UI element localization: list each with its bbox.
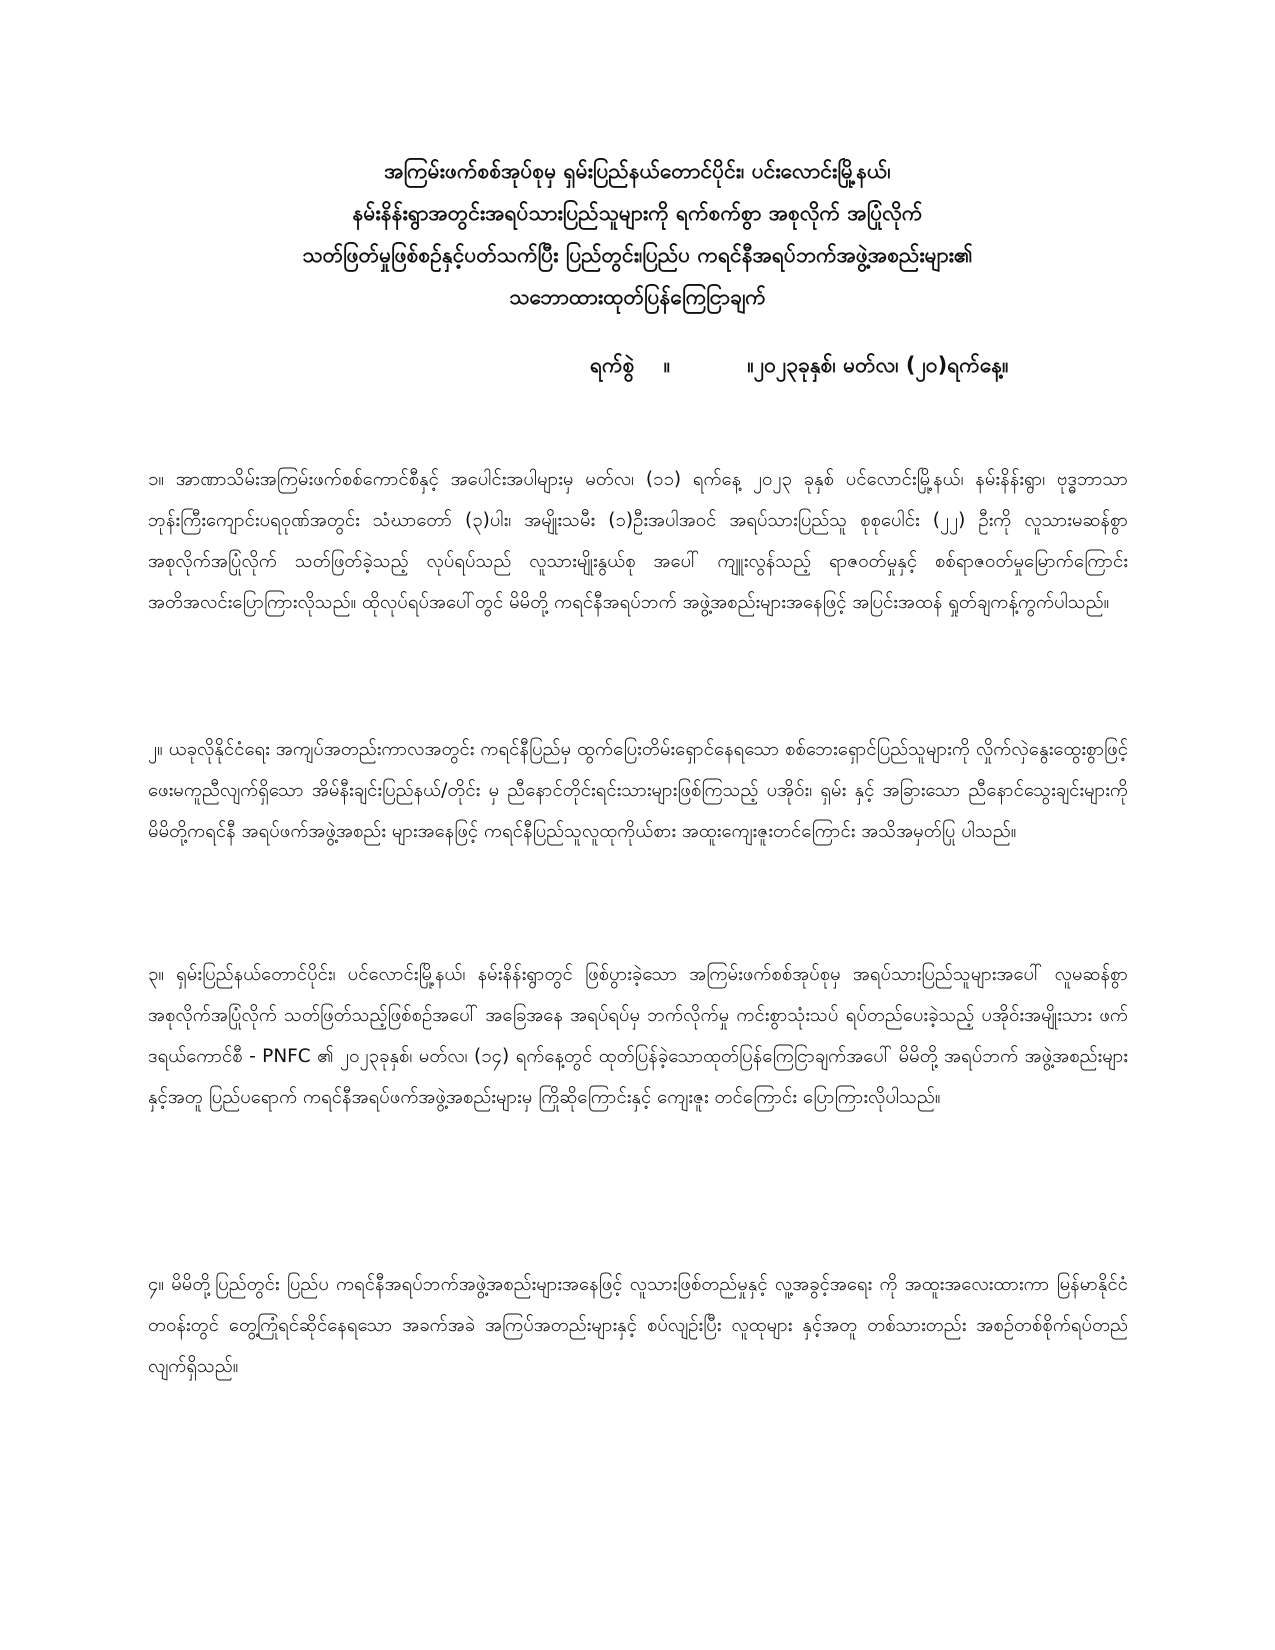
title-line-3: သတ်ဖြတ်မှုဖြစ်စဉ်နှင့်ပတ်သက်ပြီး ပြည်တွင်း၊ပြည်ပ ကရင်နီအရပ်ဘက်အဖွဲ့အစည်းများ၏ [302, 243, 973, 267]
title-line-2: နမ်းနိန်းရွာအတွင်းအရပ်သားပြည်သူများကို ရက်စက်စွာ အစုလိုက် အပြုံလိုက် [352, 201, 923, 225]
title-line-1: အကြမ်းဖက်စစ်အုပ်စုမှ ရှမ်းပြည်နယ်တောင်ပိုင်း၊ ပင်းလောင်းမြို့နယ်၊ [384, 159, 891, 183]
document-title [140, 150, 1135, 318]
date-value: ။၂၀၂၃ခုနှစ်၊ မတ်လ၊ (၂၀)ရက်နေ့။ [747, 353, 1009, 377]
paragraph-4: ၄။ မိမိတို့ပြည်တွင်း ပြည်ပ ကရင်နီအရပ်ဘက်အဖွဲ့အစည်းများအနေဖြင့် လူသားဖြစ်တည်မှုနှင့် လူ့အခွင့်အရေး ကို အထူးအလေးထားကာ မြန်မာနိုင်ငံတဝန်းတွင် တွေ့ကြုံရင်ဆိုင်နေရသော အခက်အခဲ အကြပ်အတည်းများနှင့် စပ်လျဉ်းပြီး လူထုများ နှင့်အတူ တစ်သားတည်း အစဉ်တစ်စိုက်ရပ်တည်လျက်ရှိသည်။ [148, 1273, 1128, 1377]
paragraph-2: ၂။ ယခုလိုနိုင်ငံရေး အကျပ်အတည်းကာလအတွင်း ကရင်နီပြည်မှ ထွက်ပြေးတိမ်းရှောင်နေရသော စစ်ဘေးရှောင်ပြည်သူများကို လှိုက်လှဲနွေးထွေးစွာဖြင့် ဖေးမကူညီလျက်ရှိသော အိမ်နီးချင်းပြည်နယ်/တိုင်း မှ ညီနောင်တိုင်းရင်းသားများဖြစ်ကြသည့် ပအိုဝ်း၊ ရှမ်း နှင့် အခြားသော ညီနောင်သွေးချင်းများကို မိမိတို့ကရင်နီ အရပ်ဖက်အဖွဲ့အစည်း များအနေဖြင့် ကရင်နီပြည်သူလူထုကိုယ်စား အထူးကျေးဇူးတင်ကြောင်း အသိအမှတ်ပြု ပါသည်။ [148, 738, 1128, 842]
paragraph-1: ၁။ အာဏာသိမ်းအကြမ်းဖက်စစ်ကောင်စီနှင့် အပေါင်းအပါများမှ မတ်လ၊ (၁၁) ရက်နေ့ ၂၀၂၃ ခုနှစ် ပင်လောင်းမြို့နယ်၊ နမ်းနိန်းရွာ၊ ဗုဒ္ဓဘာသာဘုန်းကြီးကျောင်းပရဝုဏ်အတွင်း သံဃာတော် (၃)ပါး၊ အမျိုးသမီး (၁)ဦးအပါအဝင် အရပ်သားပြည်သူ စုစုပေါင်း (၂၂) ဦးကို လူသားမဆန်စွာ အစုလိုက်အပြုံလိုက် သတ်ဖြတ်ခဲ့သည့် လုပ်ရပ်သည် လူသားမျိုးနွယ်စု အပေါ် ကျူးလွန်သည့် ရာဇဝတ်မှုနှင့် စစ်ရာဇဝတ်မှုမြောက်ကြောင်း အတိအလင်းပြောကြားလိုသည်။ ထိုလုပ်ရပ်အပေါ်တွင် မိမိတို့ ကရင်နီအရပ်ဘက် အဖွဲ့အစည်းများအနေဖြင့် အပြင်းအထန် ရှုတ်ချကန့်ကွက်ပါသည်။ [148, 468, 1128, 613]
title-line-4: သဘောထားထုတ်ပြန်ကြေငြာချက် [509, 285, 766, 309]
paragraph-3: ၃။ ရှမ်းပြည်နယ်တောင်ပိုင်း၊ ပင်လောင်းမြို့နယ်၊ နမ်းနိန်းရွာတွင် ဖြစ်ပွားခဲ့သော အကြမ်းဖက်စစ်အုပ်စုမှ အရပ်သားပြည်သူများအပေါ် လူမဆန်စွာ အစုလိုက်အပြုံလိုက် သတ်ဖြတ်သည့်ဖြစ်စဉ်အပေါ် အခြေအနေ အရပ်ရပ်မှ ဘက်လိုက်မှု ကင်းစွာသုံးသပ် ရပ်တည်ပေးခဲ့သည့် ပအိုဝ်းအမျိုးသား ဖက်ဒရယ်ကောင်စီ - PNFC ၏ ၂၀၂၃ခုနှစ်၊ မတ်လ၊ (၁၄) ရက်နေ့တွင် ထုတ်ပြန်ခဲ့သောထုတ်ပြန်ကြေငြာချက်အပေါ် မိမိတို့ အရပ်ဘက် အဖွဲ့အစည်းများနှင့်အတူ ပြည်ပရောက် ကရင်နီအရပ်ဖက်အဖွဲ့အစည်းများမှ ကြိုဆိုကြောင်းနှင့် ကျေးဇူး တင်ကြောင်း ပြောကြားလိုပါသည်။ [148, 963, 1128, 1108]
date-label: ရက်စွဲ [590, 353, 635, 377]
date-separator: ။ [663, 353, 671, 377]
document-date [590, 352, 1008, 383]
